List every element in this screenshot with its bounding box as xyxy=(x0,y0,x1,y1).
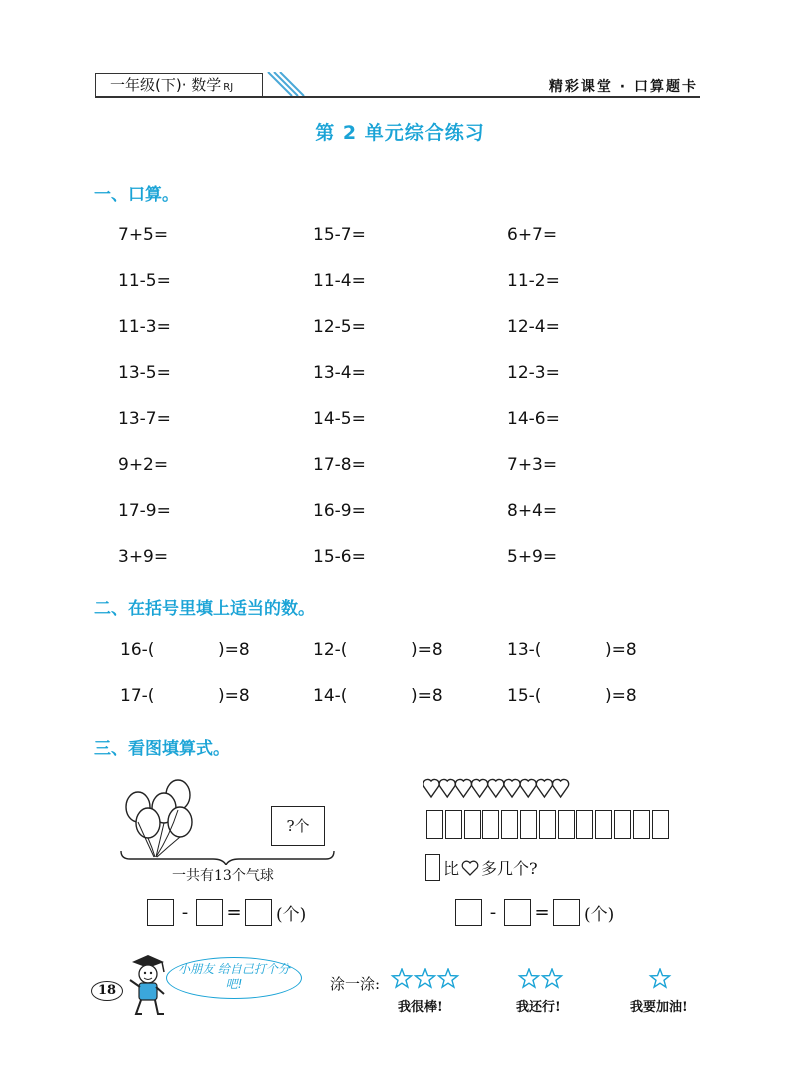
oral-problem: 15-7= xyxy=(313,225,366,245)
square-shape xyxy=(445,810,462,839)
square-symbol xyxy=(425,854,440,881)
fill-blank[interactable] xyxy=(170,686,218,708)
unit-label: (个) xyxy=(584,905,615,925)
fill-blank[interactable] xyxy=(363,640,411,662)
heart-icon xyxy=(504,779,520,797)
square-shape xyxy=(633,810,650,839)
oral-problem: 12-5= xyxy=(313,317,366,337)
section-3-heading: 三、看图填算式。 xyxy=(94,739,230,759)
squares-row xyxy=(426,810,670,839)
oral-problem: 11-5= xyxy=(118,271,171,291)
oral-problem: 13-7= xyxy=(118,409,171,429)
answer-box-1[interactable] xyxy=(147,899,174,926)
square-shape xyxy=(614,810,631,839)
fill-problem-left: 12-( xyxy=(313,640,348,660)
compare-text: 比 xyxy=(443,859,460,878)
oral-problem: 12-3= xyxy=(507,363,560,383)
question-box: ?个 xyxy=(271,806,325,846)
fill-problem-left: 16-( xyxy=(120,640,155,660)
fill-problem-right: )=8 xyxy=(411,640,443,660)
oral-problem: 3+9= xyxy=(118,547,169,567)
rating-stars-3[interactable] xyxy=(390,968,460,990)
grade-label: 一年级(下)· 数学 RJ xyxy=(95,73,263,97)
minus-sign: - xyxy=(181,902,189,923)
rating-label-try: 我要加油! xyxy=(630,1000,688,1015)
heart-icon xyxy=(471,779,487,797)
equals-sign: = xyxy=(226,902,242,923)
answer-box-5[interactable] xyxy=(504,899,531,926)
oral-problem: 6+7= xyxy=(507,225,558,245)
fill-blank[interactable] xyxy=(557,640,605,662)
oral-problem: 13-4= xyxy=(313,363,366,383)
compare-question xyxy=(425,854,538,881)
answer-box-2[interactable] xyxy=(196,899,223,926)
oral-problem: 14-5= xyxy=(313,409,366,429)
square-shape xyxy=(464,810,481,839)
paint-label: 涂一涂: xyxy=(330,975,381,993)
square-shape xyxy=(501,810,518,839)
oral-problem: 5+9= xyxy=(507,547,558,567)
square-shape xyxy=(520,810,537,839)
page-number: 18 xyxy=(91,981,123,1001)
fill-problem-right: )=8 xyxy=(218,686,250,706)
square-shape xyxy=(652,810,669,839)
star-icon xyxy=(543,969,562,987)
total-brace xyxy=(121,851,334,865)
section-2-heading: 二、在括号里填上适当的数。 xyxy=(94,599,315,619)
student-mascot-icon xyxy=(126,952,168,1018)
compare-tail: 多几个? xyxy=(481,859,538,878)
answer-box-3[interactable] xyxy=(245,899,272,926)
fill-blank[interactable] xyxy=(170,640,218,662)
edition-label: RJ xyxy=(223,82,234,93)
oral-problem: 11-3= xyxy=(118,317,171,337)
heart-equation xyxy=(455,899,614,926)
oral-problem: 9+2= xyxy=(118,455,169,475)
fill-problem-left: 15-( xyxy=(507,686,542,706)
star-icon xyxy=(651,969,670,987)
heart-icon xyxy=(520,779,536,797)
answer-box-6[interactable] xyxy=(553,899,580,926)
oral-problem: 15-6= xyxy=(313,547,366,567)
fill-blank[interactable] xyxy=(557,686,605,708)
fill-problem-right: )=8 xyxy=(605,686,637,706)
minus-sign: - xyxy=(489,902,497,923)
heart-icon xyxy=(423,779,439,797)
heart-icon xyxy=(461,860,479,876)
oral-problem: 11-4= xyxy=(313,271,366,291)
oral-problem: 12-4= xyxy=(507,317,560,337)
section-1-heading: 一、口算。 xyxy=(94,185,179,205)
heart-icon xyxy=(455,779,471,797)
square-shape xyxy=(426,810,443,839)
oral-problem: 16-9= xyxy=(313,501,366,521)
header-stripes xyxy=(266,72,306,98)
rating-label-ok: 我还行! xyxy=(516,1000,561,1015)
equals-sign: = xyxy=(534,902,550,923)
square-shape xyxy=(539,810,556,839)
oral-problem: 7+5= xyxy=(118,225,169,245)
oral-problem: 13-5= xyxy=(118,363,171,383)
hearts-row xyxy=(423,777,573,799)
oral-problem: 11-2= xyxy=(507,271,560,291)
star-icon xyxy=(393,969,412,987)
star-icon xyxy=(520,969,539,987)
fill-blank[interactable] xyxy=(363,686,411,708)
answer-box-4[interactable] xyxy=(455,899,482,926)
unit-label: (个) xyxy=(276,905,307,925)
square-shape xyxy=(482,810,499,839)
balloon-caption: 一共有13个气球 xyxy=(172,868,274,884)
oral-problem: 14-6= xyxy=(507,409,560,429)
fill-problem-right: )=8 xyxy=(411,686,443,706)
series-label: 精彩课堂 · 口算题卡 xyxy=(548,79,698,95)
page-title: 第 2 单元综合练习 xyxy=(315,122,485,144)
fill-problem-left: 14-( xyxy=(313,686,348,706)
star-icon xyxy=(416,969,435,987)
fill-problem-right: )=8 xyxy=(218,640,250,660)
square-shape xyxy=(558,810,575,839)
oral-problem: 17-8= xyxy=(313,455,366,475)
rating-stars-2[interactable] xyxy=(517,968,565,990)
oral-problem: 17-9= xyxy=(118,501,171,521)
balloon-equation xyxy=(147,899,306,926)
fill-problem-right: )=8 xyxy=(605,640,637,660)
rating-label-great: 我很棒! xyxy=(398,1000,443,1015)
fill-problem-left: 17-( xyxy=(120,686,155,706)
star-icon xyxy=(439,969,458,987)
oral-problem: 8+4= xyxy=(507,501,558,521)
rating-stars-1[interactable] xyxy=(648,968,672,990)
heart-icon xyxy=(439,779,455,797)
bubble-text: 小朋友 给自己打个分吧! xyxy=(178,962,290,991)
fill-problem-left: 13-( xyxy=(507,640,542,660)
heart-icon xyxy=(536,779,552,797)
oral-problem: 7+3= xyxy=(507,455,558,475)
header-rule xyxy=(95,96,700,98)
square-shape xyxy=(595,810,612,839)
heart-icon xyxy=(488,779,504,797)
heart-icon xyxy=(552,779,568,797)
square-shape xyxy=(576,810,593,839)
